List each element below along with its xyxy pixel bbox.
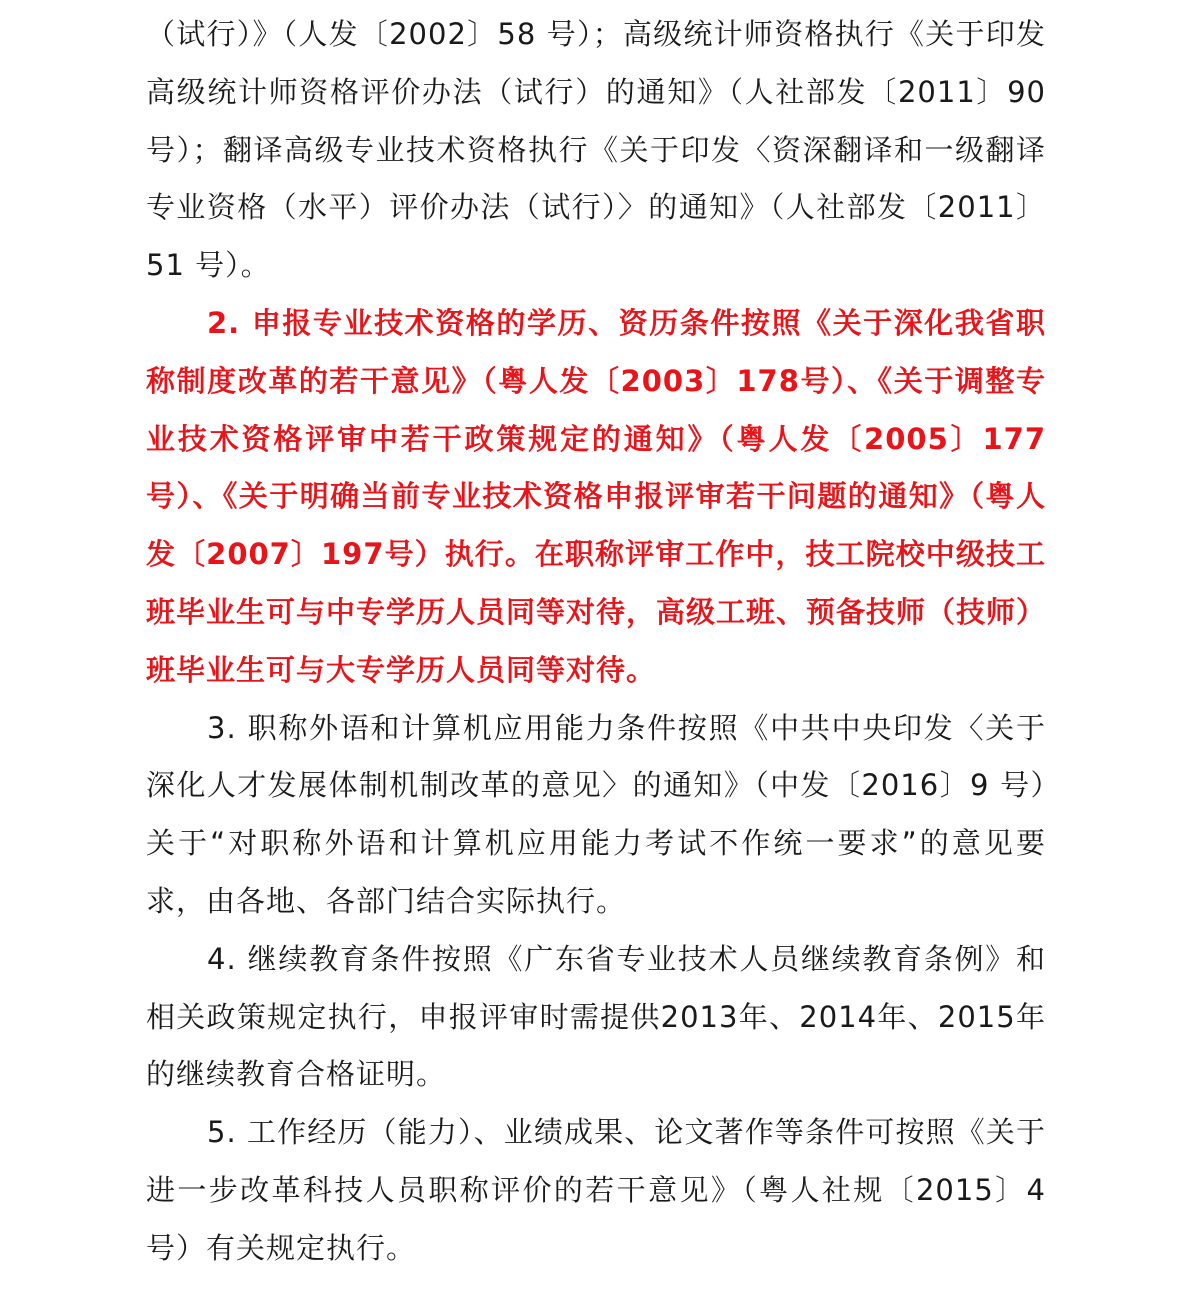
document-page: [146, 6, 1046, 1278]
paragraph-item-4: 4. 继续教育条件按照《广东省专业技术人员继续教育条例》和相关政策规定执行，申报评审时需提供2013年、2014年、2015年的继续教育合格证明。: [146, 941, 1046, 1092]
paragraph-item-5: 5. 工作经历（能力）、业绩成果、论文著作等条件可按照《关于进一步改革科技人员职称评价的若干意见》（粤人社规〔2015〕4号）有关规定执行。: [146, 1115, 1046, 1265]
paragraph-item-2: 2. 申报专业技术资格的学历、资历条件按照《关于深化我省职称制度改革的若干意见》（粤人发〔2003〕178号）、《关于调整专业技术资格评审中若干政策规定的通知》（粤人发〔2005〕177号）、《关于明确当前专业技术资格申报评审若干问题的通知》（粤人发〔2007〕197号）执行。在职称评审工作中，技工院校中级技工班毕业生可与中专学历人员同等对待，高级工班、预备技师（技师）班毕业生可与大专学历人员同等对待。: [146, 305, 1047, 687]
paragraph-item-3: 3. 职称外语和计算机应用能力条件按照《中共中央印发〈关于深化人才发展体制机制改革的意见〉的通知》（中发〔2016〕9 号）关于“对职称外语和计算机应用能力考试不作统一要求”的意见要求，由各地、各部门结合实际执行。: [146, 710, 1046, 918]
paragraph-continued: （试行）》（人发〔2002〕58 号）；高级统计师资格执行《关于印发高级统计师资格评价办法（试行）的通知》（人社部发〔2011〕90 号）；翻译高级专业技术资格执行《关于印发〈资深翻译和一级翻译专业资格（水平）评价办法（试行）〉的通知》（人社部发〔2011〕51 号）。: [146, 17, 1046, 283]
